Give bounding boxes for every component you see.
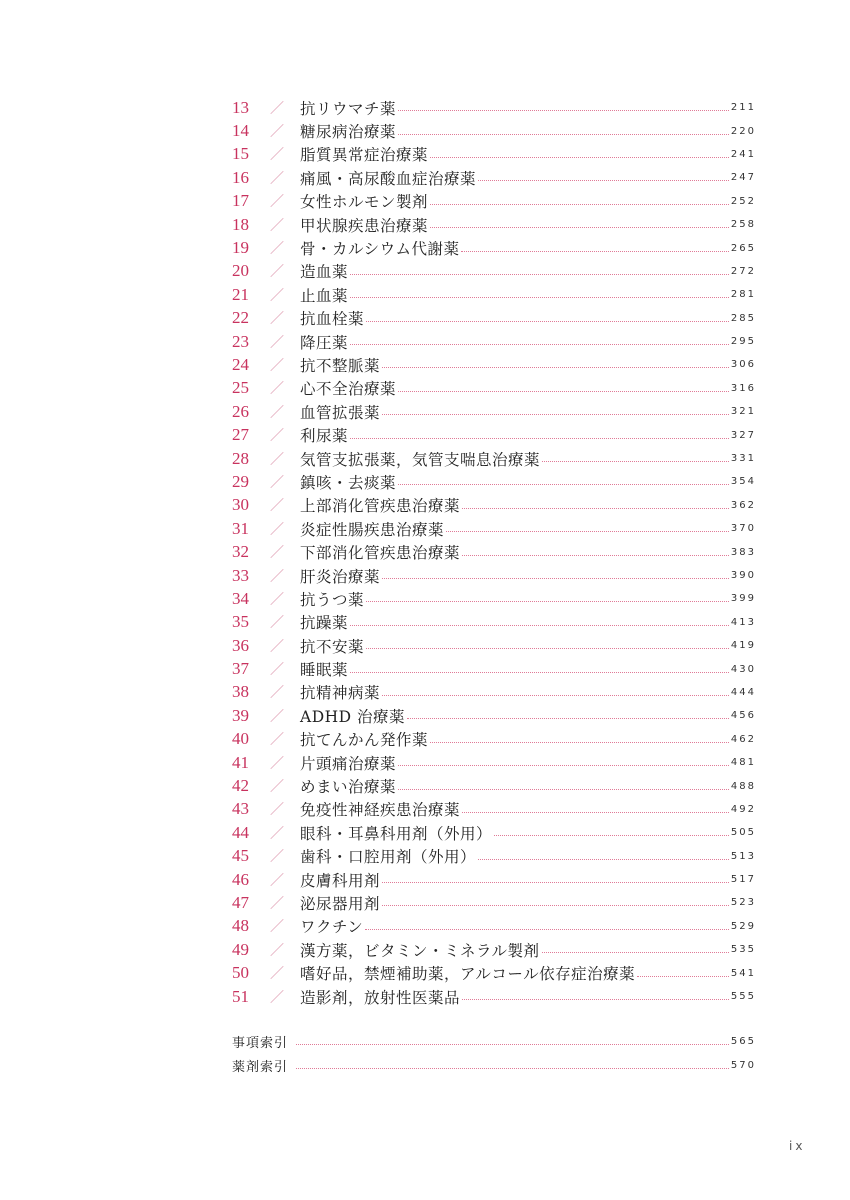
toc-entry[interactable] (232, 119, 756, 142)
page-ref: 529 (730, 920, 756, 932)
separator-slash: ／ (270, 403, 284, 420)
toc-entry[interactable] (232, 751, 756, 774)
separator-slash: ／ (270, 240, 284, 257)
dot-leader (462, 812, 729, 813)
dot-leader (398, 391, 729, 392)
chapter-number: 46 (232, 869, 249, 889)
chapter-number: 41 (232, 752, 249, 772)
dot-leader (382, 578, 729, 579)
chapter-number: 24 (232, 354, 249, 374)
dot-leader (637, 976, 729, 977)
dot-leader (382, 367, 729, 368)
toc-entry[interactable] (232, 494, 756, 517)
dot-leader (398, 110, 729, 111)
separator-slash: ／ (270, 707, 284, 724)
dot-leader (398, 134, 729, 135)
separator-slash: ／ (270, 567, 284, 584)
page-ref: 570 (730, 1059, 756, 1071)
chapter-title: 鎮咳・去痰薬 (300, 473, 397, 492)
dot-leader (430, 204, 729, 205)
separator-slash: ／ (270, 544, 284, 561)
chapter-number: 34 (232, 588, 249, 608)
chapter-number: 38 (232, 682, 249, 702)
page-ref: 462 (730, 733, 756, 745)
separator-slash: ／ (270, 941, 284, 958)
toc-entry[interactable] (232, 868, 756, 891)
chapter-number: 37 (232, 659, 249, 679)
dot-leader (382, 905, 729, 906)
dot-leader (382, 882, 729, 883)
chapter-title: 利尿薬 (300, 427, 349, 446)
page-ref: 419 (730, 640, 756, 652)
separator-slash: ／ (270, 965, 284, 982)
separator-slash: ／ (270, 123, 284, 140)
page-ref: 265 (730, 242, 756, 254)
toc-entry[interactable] (232, 587, 756, 610)
chapter-title: 糖尿病治療薬 (300, 123, 397, 142)
separator-slash: ／ (270, 427, 284, 444)
index-list (232, 1029, 756, 1077)
separator-slash: ／ (270, 637, 284, 654)
separator-slash: ／ (270, 450, 284, 467)
dot-leader (350, 274, 729, 275)
dot-leader (296, 1044, 729, 1045)
separator-slash: ／ (270, 333, 284, 350)
page-ref: 488 (730, 780, 756, 792)
chapter-title: 抗血栓薬 (300, 310, 365, 329)
separator-slash: ／ (270, 801, 284, 818)
chapter-title: 歯科・口腔用剤（外用） (300, 848, 477, 867)
dot-leader (366, 601, 729, 602)
dot-leader (398, 484, 729, 485)
chapter-title: 甲状腺疾患治療薬 (300, 216, 429, 235)
toc-entry[interactable] (232, 447, 756, 470)
chapter-number: 32 (232, 542, 249, 562)
dot-leader (494, 835, 729, 836)
chapter-number: 28 (232, 448, 249, 468)
toc-entry[interactable] (232, 236, 756, 259)
chapter-title: 血管拡張薬 (300, 403, 381, 422)
page-ref: 331 (730, 453, 756, 465)
separator-slash: ／ (270, 263, 284, 280)
chapter-title: 泌尿器用剤 (300, 894, 381, 913)
separator-slash: ／ (270, 286, 284, 303)
toc-entry[interactable] (232, 634, 756, 657)
chapter-number: 40 (232, 729, 249, 749)
toc-entry[interactable] (232, 353, 756, 376)
chapter-title: 抗不安薬 (300, 637, 365, 656)
dot-leader (462, 555, 729, 556)
toc-entry[interactable] (232, 845, 756, 868)
toc-entry[interactable] (232, 891, 756, 914)
chapter-title: めまい治療薬 (300, 778, 397, 797)
page-ref: 258 (730, 219, 756, 231)
page-ref: 413 (730, 616, 756, 628)
dot-leader (350, 672, 729, 673)
index-entry[interactable] (232, 1053, 756, 1077)
dot-leader (461, 251, 728, 252)
chapter-number: 49 (232, 939, 249, 959)
page-ref: 241 (730, 148, 756, 160)
toc-entry[interactable] (232, 377, 756, 400)
separator-slash: ／ (270, 988, 284, 1005)
chapter-number: 23 (232, 331, 249, 351)
chapter-title: 上部消化管疾患治療薬 (300, 497, 461, 516)
separator-slash: ／ (270, 473, 284, 490)
page-ref: 399 (730, 593, 756, 605)
toc-entry[interactable] (232, 143, 756, 166)
chapter-title: 抗不整脈薬 (300, 356, 381, 375)
chapter-title: 造影剤，放射性医薬品 (300, 988, 461, 1007)
chapter-title: ADHD 治療薬 (300, 707, 405, 726)
chapter-number: 29 (232, 471, 249, 491)
chapter-number: 31 (232, 518, 249, 538)
chapter-number: 20 (232, 261, 249, 281)
chapter-number: 17 (232, 191, 249, 211)
chapter-number: 47 (232, 892, 249, 912)
dot-leader (350, 625, 729, 626)
toc-entry[interactable] (232, 330, 756, 353)
page-ref: 430 (730, 663, 756, 675)
toc-entry[interactable] (232, 260, 756, 283)
dot-leader (430, 157, 729, 158)
separator-slash: ／ (270, 871, 284, 888)
page-ref: 481 (730, 757, 756, 769)
chapter-title: 脂質異常症治療薬 (300, 146, 429, 165)
separator-slash: ／ (270, 216, 284, 233)
separator-slash: ／ (270, 146, 284, 163)
toc-entry[interactable] (232, 657, 756, 680)
dot-leader (366, 648, 729, 649)
dot-leader (382, 414, 729, 415)
page-ref: 513 (730, 850, 756, 862)
chapter-number: 15 (232, 144, 249, 164)
chapter-title: 止血薬 (300, 286, 349, 305)
toc-entry[interactable] (232, 166, 756, 189)
toc-entry[interactable] (232, 611, 756, 634)
dot-leader (296, 1068, 729, 1069)
page-ref: 505 (730, 827, 756, 839)
chapter-title: 下部消化管疾患治療薬 (300, 544, 461, 563)
page-ref: 272 (730, 265, 756, 277)
dot-leader (350, 344, 729, 345)
separator-slash: ／ (270, 497, 284, 514)
chapter-title: 皮膚科用剤 (300, 871, 381, 890)
chapter-title: 抗躁薬 (300, 614, 349, 633)
chapter-number: 22 (232, 308, 249, 328)
page-ref: 354 (730, 476, 756, 488)
page-ref: 444 (730, 686, 756, 698)
chapter-number: 27 (232, 425, 249, 445)
toc-entry[interactable] (232, 470, 756, 493)
separator-slash: ／ (270, 590, 284, 607)
chapter-number: 39 (232, 705, 249, 725)
separator-slash: ／ (270, 848, 284, 865)
page-ref: 541 (730, 967, 756, 979)
page-ref: 383 (730, 546, 756, 558)
dot-leader (462, 999, 729, 1000)
page-ref: 281 (730, 289, 756, 301)
toc-entry[interactable] (232, 96, 756, 119)
chapter-title: 降圧薬 (300, 333, 349, 352)
page-ref: 370 (730, 523, 756, 535)
index-entry[interactable] (232, 1029, 756, 1053)
dot-leader (462, 508, 729, 509)
chapter-number: 16 (232, 167, 249, 187)
chapter-title: 嗜好品，禁煙補助薬，アルコール依存症治療薬 (300, 965, 636, 984)
separator-slash: ／ (270, 918, 284, 935)
chapter-number: 30 (232, 495, 249, 515)
page-ref: 316 (730, 382, 756, 394)
page-ref: 535 (730, 944, 756, 956)
dot-leader (478, 859, 729, 860)
page-ref: 306 (730, 359, 756, 371)
chapter-title: 肝炎治療薬 (300, 567, 381, 586)
toc-entry[interactable] (232, 517, 756, 540)
toc-entry[interactable] (232, 283, 756, 306)
page-ref: 492 (730, 803, 756, 815)
chapter-number: 18 (232, 214, 249, 234)
separator-slash: ／ (270, 99, 284, 116)
toc-entry[interactable] (232, 307, 756, 330)
chapter-title: 眼科・耳鼻科用剤（外用） (300, 824, 493, 843)
separator-slash: ／ (270, 661, 284, 678)
separator-slash: ／ (270, 520, 284, 537)
dot-leader (382, 695, 729, 696)
toc-entry[interactable] (232, 915, 756, 938)
chapter-title: 抗てんかん発作薬 (300, 731, 429, 750)
chapter-title: 抗精神病薬 (300, 684, 381, 703)
dot-leader (366, 321, 729, 322)
toc-entry[interactable] (232, 985, 756, 1008)
dot-leader (542, 952, 729, 953)
chapter-title: 漢方薬，ビタミン・ミネラル製剤 (300, 941, 540, 960)
chapter-title: 免疫性神経疾患治療薬 (300, 801, 461, 820)
chapter-title: 骨・カルシウム代謝薬 (300, 240, 460, 259)
dot-leader (478, 180, 729, 181)
page-ref: 220 (730, 125, 756, 137)
chapter-title: 片頭痛治療薬 (300, 754, 397, 773)
chapter-title: 睡眠薬 (300, 661, 349, 680)
separator-slash: ／ (270, 310, 284, 327)
toc-entry[interactable] (232, 400, 756, 423)
table-of-contents (232, 96, 756, 1008)
chapter-number: 50 (232, 963, 249, 983)
separator-slash: ／ (270, 894, 284, 911)
page-ref: 456 (730, 710, 756, 722)
toc-entry[interactable] (232, 564, 756, 587)
chapter-number: 14 (232, 121, 249, 141)
toc-entry[interactable] (232, 938, 756, 961)
dot-leader (407, 718, 729, 719)
separator-slash: ／ (270, 356, 284, 373)
separator-slash: ／ (270, 824, 284, 841)
separator-slash: ／ (270, 684, 284, 701)
chapter-title: ワクチン (300, 918, 364, 937)
chapter-number: 21 (232, 284, 249, 304)
dot-leader (398, 765, 729, 766)
separator-slash: ／ (270, 614, 284, 631)
chapter-title: 抗うつ薬 (300, 590, 365, 609)
page-ref: 321 (730, 406, 756, 418)
page-ref: 555 (730, 991, 756, 1003)
chapter-number: 13 (232, 97, 249, 117)
toc-entry[interactable] (232, 681, 756, 704)
chapter-title: 心不全治療薬 (300, 380, 397, 399)
chapter-number: 45 (232, 846, 249, 866)
toc-entry[interactable] (232, 704, 756, 727)
chapter-number: 26 (232, 401, 249, 421)
page-ref: 517 (730, 874, 756, 886)
page-ref: 295 (730, 336, 756, 348)
chapter-title: 抗リウマチ薬 (300, 99, 397, 118)
chapter-title: 女性ホルモン製剤 (300, 193, 429, 212)
dot-leader (398, 789, 729, 790)
page-ref: 565 (730, 1035, 756, 1047)
chapter-number: 43 (232, 799, 249, 819)
chapter-number: 48 (232, 916, 249, 936)
toc-entry[interactable] (232, 821, 756, 844)
separator-slash: ／ (270, 754, 284, 771)
toc-entry[interactable] (232, 774, 756, 797)
chapter-number: 19 (232, 238, 249, 258)
separator-slash: ／ (270, 380, 284, 397)
index-title: 事項索引 (232, 1035, 289, 1051)
chapter-number: 51 (232, 986, 249, 1006)
dot-leader (430, 227, 729, 228)
page-ref: 211 (730, 102, 756, 114)
page-ref: 252 (730, 195, 756, 207)
dot-leader (350, 297, 729, 298)
dot-leader (446, 531, 729, 532)
chapter-title: 痛風・高尿酸血症治療薬 (300, 169, 477, 188)
separator-slash: ／ (270, 193, 284, 210)
toc-entry[interactable] (232, 798, 756, 821)
page-ref: 362 (730, 499, 756, 511)
toc-entry[interactable] (232, 961, 756, 984)
separator-slash: ／ (270, 731, 284, 748)
toc-entry[interactable] (232, 540, 756, 563)
dot-leader (542, 461, 729, 462)
chapter-number: 44 (232, 822, 249, 842)
separator-slash: ／ (270, 778, 284, 795)
chapter-title: 炎症性腸疾患治療薬 (300, 520, 445, 539)
chapter-number: 35 (232, 612, 249, 632)
page-ref: 390 (730, 570, 756, 581)
dot-leader (430, 742, 729, 743)
chapter-number: 25 (232, 378, 249, 398)
page-ref: 247 (730, 172, 756, 184)
toc-entry[interactable] (232, 213, 756, 236)
chapter-number: 33 (232, 565, 249, 585)
chapter-number: 42 (232, 776, 249, 796)
index-title: 薬剤索引 (232, 1059, 289, 1075)
toc-entry[interactable] (232, 423, 756, 446)
dot-leader (365, 929, 729, 930)
page-ref: 523 (730, 897, 756, 909)
dot-leader (350, 438, 729, 439)
page-number: ix (789, 1139, 806, 1153)
separator-slash: ／ (270, 169, 284, 186)
toc-entry[interactable] (232, 190, 756, 213)
chapter-number: 36 (232, 635, 249, 655)
chapter-title: 気管支拡張薬，気管支喘息治療薬 (300, 450, 541, 469)
page-ref: 285 (730, 312, 756, 324)
toc-entry[interactable] (232, 728, 756, 751)
page-ref: 327 (730, 429, 756, 441)
chapter-title: 造血薬 (300, 263, 349, 282)
